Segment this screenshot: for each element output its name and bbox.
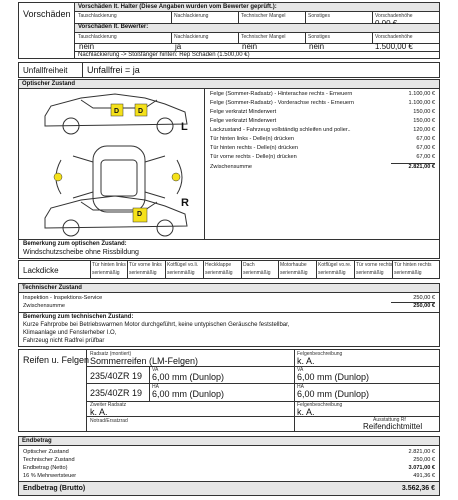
vorschaeden-bewerter-title: Vorschäden lt. Bewerter: [75,24,439,32]
felgen2-label: Felgenbeschreibung [297,402,343,408]
lack-value: serienmäßig [318,270,346,276]
lack-part: Tür hinten rechts [394,262,432,268]
tyre-profile-va-2: 6,00 mm (Dunlop) [297,372,370,382]
lack-part: Motorhaube [280,262,307,268]
unfall-section [18,62,440,78]
halter-col-tech: Technischer Mangel [241,13,286,19]
halter-col-nach: Nachlackierung [174,13,209,19]
halter-col-sonst: Sonstiges [308,13,330,19]
notrad-label: Notrad/Ersatzrad [90,418,128,424]
vorschaeden-section [18,2,440,59]
felgen-value: k. A. [297,356,315,366]
lack-part: Tür vorne rechts [356,262,393,268]
bewerter-col-hoehe: Vorschadenhöhe [375,34,413,40]
optisch-remark-title: Bemerkung zum optischen Zustand: [23,241,127,247]
endbetrag-row-label: Technischer Zustand [23,457,75,463]
technisch-remark-line: Kurze Fahrprobe bei Betriebswarmen Motor durchgeführt, keine untypischen Geräusche feststellbar, [23,322,290,328]
marker-d-1: D [114,108,120,115]
optisch-item-amount: 1.100,00 € [408,100,435,106]
optisch-sum-value: 2.821,00 € [408,164,435,170]
lack-value: serienmäßig [280,270,308,276]
technisch-section [18,283,440,347]
technisch-label: Technischer Zustand [19,284,439,293]
lack-value: serienmäßig [92,270,120,276]
endbetrag-total-label: Endbetrag (Brutto) [23,485,86,492]
lackdicke-section [18,260,440,279]
optisch-sum-label: Zwischensumme [210,164,252,170]
bewerter-col-sonst: Sonstiges [308,34,330,40]
unfall-label: Unfallfreiheit [23,66,68,75]
bewerter-hoehe-value: 1.500,00 € [375,42,413,51]
label-left: L [181,121,188,133]
optisch-item-desc: Tür hinten links - Delle(n) drücken [210,136,294,142]
radsatz-value: Sommerreifen (LM-Felgen) [90,356,199,366]
vorschaeden-label: Vorschäden [23,9,71,19]
vorschaeden-halter-title: Vorschäden lt. Halter (Diese Angaben wurden vom Bewerter geprüft.): [75,3,439,12]
tyre-profile-va: 6,00 mm (Dunlop) [152,372,225,382]
lack-part: Heckklappe [205,262,232,268]
tyre-axle-va: VA [152,367,159,373]
optisch-item-desc: Felge verkratzt Minderwert [210,118,277,124]
tyre-axle-va-2: VA [297,367,304,373]
optisch-item-amount: 67,00 € [416,145,435,151]
lack-value: serienmäßig [243,270,271,276]
lack-part: Kotflügel vo.li. [167,262,199,268]
tyre-profile-ha-2: 6,00 mm (Dunlop) [297,389,370,399]
optisch-item-desc: Tür vorne rechts - Delle(n) drücken [210,154,297,160]
bewerter-col-tausch: Tauschlackierung [78,34,117,40]
endbetrag-row-label: Optischer Zustand [23,449,69,455]
marker-d-2: D [138,108,144,115]
bewerter-col-tech: Technischer Mangel [241,34,286,40]
optisch-item-desc: Tür hinten rechts - Delle(n) drücken [210,145,298,151]
optisch-item-desc: Lackzustand - Fahrzeug vollständig schleifen und polier.. [210,127,351,133]
tyre-size-ha: 235/40ZR 19 [90,388,143,398]
bewerter-tausch-value: nein [79,42,95,51]
lack-value: serienmäßig [167,270,195,276]
tyre-profile-ha: 6,00 mm (Dunlop) [152,389,225,399]
endbetrag-total-value: 3.562,36 € [401,485,435,492]
optisch-item-amount: 67,00 € [416,136,435,142]
technisch-remark-title: Bemerkung zum technischen Zustand: [23,314,134,320]
felgen2-value: k. A. [297,407,315,417]
endbetrag-row-value: 250,00 € [413,457,435,463]
ausstattung-value: Reifendichtmittel [363,422,423,431]
bewerter-col-nach: Nachlackierung [174,34,209,40]
lack-part: Dach [243,262,255,268]
optisch-remark-text: Windschutzscheibe ohne Rissbildung [23,249,139,256]
lack-part: Tür hinten links [92,262,126,268]
technisch-remark-line: Fahrzeug nicht Radfrei prüfbar [23,338,105,344]
optisch-item-desc: Felge (Sommer-Radsatz) - Hinterachse rechts - Erneuern [210,91,353,97]
endbetrag-row-label: Endbetrag (Netto) [23,465,68,471]
optisch-item-amount: 150,00 € [413,118,435,124]
second-radsatz-label: Zweiter Radsatz [90,402,127,408]
technisch-item-amount: 250,00 € [413,295,435,301]
ausstattung-label: Ausstattung Rf [373,417,406,423]
endbetrag-label: Endbetrag [19,437,439,446]
halter-col-tausch: Tauschlackierung [78,13,117,19]
tyre-size-va: 235/40ZR 19 [90,371,143,381]
label-right: R [181,197,189,209]
bewerter-tech-value: nein [242,42,258,51]
technisch-remark-line: Klimaanlage und Fensterheber I.O, [23,330,117,336]
technisch-item-desc: Inspektion - Inspektions-Service [23,295,103,301]
technisch-sum-label: Zwischensumme [23,303,65,309]
endbetrag-row-value: 491,36 € [413,473,435,479]
optisch-label: Optischer Zustand [19,80,439,89]
reifen-section [18,349,440,432]
optisch-section [18,79,440,259]
tyre-axle-ha: HA [152,384,159,390]
halter-col-hoehe: Vorschadenhöhe [375,13,413,19]
lack-value: serienmäßig [356,270,384,276]
endbetrag-row-value: 3.071,00 € [408,465,435,471]
unfall-value: Unfallfrei = ja [87,65,140,75]
vorschaeden-note: Nachlackierung -> Stoßfänger hinten: Rep Schaden (1.500,00 €) [78,52,250,58]
marker-d-3: D [137,211,143,218]
lack-value: serienmäßig [129,270,157,276]
reifen-label: Reifen u. Felgen [23,355,90,365]
lackdicke-label: Lackdicke [23,266,59,275]
lack-part: Tür vorne links [129,262,162,268]
technisch-sum-value: 250,00 € [413,303,435,309]
optisch-item-amount: 1.100,00 € [408,91,435,97]
felgen-label: Felgenbeschreibung [297,351,343,357]
optisch-item-desc: Felge verkratzt Minderwert [210,109,277,115]
optisch-item-amount: 67,00 € [416,154,435,160]
lack-value: serienmäßig [394,270,422,276]
second-radsatz-value: k. A. [90,407,108,417]
radsatz-label: Radsatz (montiert) [90,351,132,357]
endbetrag-row-label: 16 % Mehrwertsteuer [23,473,77,479]
optisch-item-amount: 150,00 € [413,109,435,115]
lack-value: serienmäßig [205,270,233,276]
bewerter-nach-value: ja [175,42,182,51]
endbetrag-row-value: 2.821,00 € [408,449,435,455]
endbetrag-section [18,436,440,496]
optisch-item-desc: Felge (Sommer-Radsatz) - Vorderachse rechts - Erneuern [210,100,354,106]
optisch-item-amount: 120,00 € [413,127,435,133]
tyre-axle-ha-2: HA [297,384,304,390]
bewerter-sonst-value: nein [309,42,325,51]
lack-part: Kotflügel vo.re. [318,262,352,268]
